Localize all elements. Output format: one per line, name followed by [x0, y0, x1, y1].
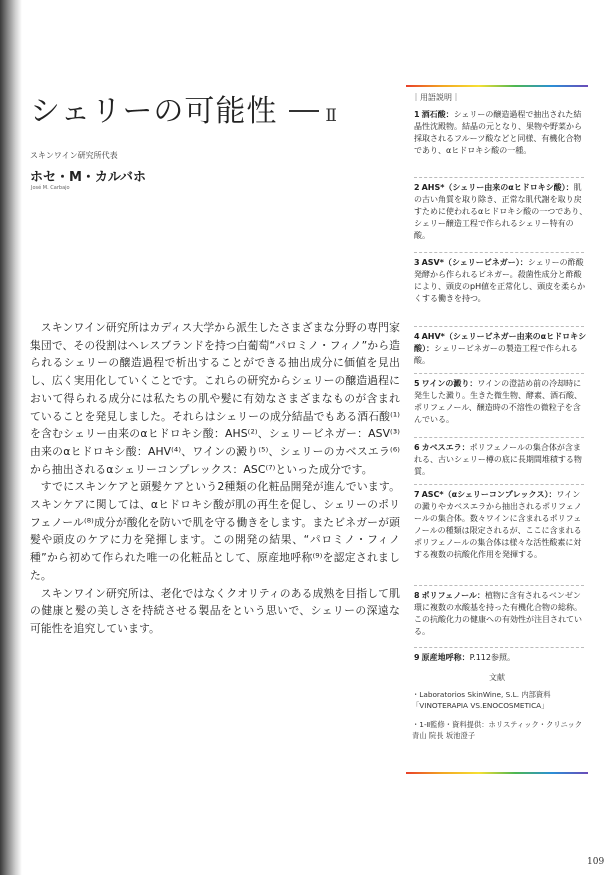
glossary-item [414, 378, 588, 426]
glossary-number: 8 [414, 591, 420, 600]
glossary-text: シェリーの醸造過程で抽出された結晶性沈殿物。結晶の元となり、果物や野菜から採取されるフルーツ酸などと同様、有機化合物であり、αヒドロキシ酸の一種。 [414, 110, 582, 156]
glossary-bottom-rule [406, 772, 588, 774]
author-name-roman: José M. Carbajo [31, 185, 70, 191]
glossary-divider [414, 437, 584, 438]
glossary-divider [414, 326, 584, 327]
glossary-term: ワインの澱り： [421, 379, 478, 388]
glossary-number: 4 [414, 332, 420, 341]
glossary-number: 9 [414, 653, 420, 662]
glossary-divider [414, 252, 584, 253]
glossary-term: カベスエラ： [421, 443, 470, 452]
glossary-item [414, 590, 588, 638]
glossary-item [414, 109, 588, 157]
body-paragraph: スキンワイン研究所はカディス大学から派生したさまざまな分野の専門家集団で、その役割はヘレスブランドを持つ白葡萄“パロミノ・フィノ”から造られるシェリーの醸造過程で析出することができる抽出成分に価値を見出し、広く実用化していくことです。これらの研究からシェリーの醸造過程において得られる成分には私たちの肌や髪に有効なさまざまなものが含まれていることを発見しました。それらはシェリーの成分結晶でもある酒石酸⁽¹⁾を含むシェリー由来のαヒドロキシ酸：AHS⁽²⁾、シェリービネガー：ASV⁽³⁾由来のαヒドロキシ酸：AHV⁽⁴⁾、ワインの澱り⁽⁵⁾、シェリーのカベスエラ⁽⁶⁾から抽出されるαシェリーコンプレックス：ASC⁽⁷⁾といった成分です。 [30, 321, 400, 476]
glossary-divider [414, 373, 584, 374]
page-number: 109 [587, 857, 605, 867]
glossary-divider [414, 647, 584, 648]
glossary-text: P.112参照。 [469, 653, 515, 662]
glossary-term: ASV*（シェリービネガー）： [421, 258, 528, 267]
glossary-text: シェリービネガーの製造工程で作られる酸。 [414, 344, 578, 366]
glossary-text: 植物に含有されるベンゼン環に複数の水酸基を持った有機化合物の総称。この抗酸化力の健康への有効性が注目されている。 [414, 591, 582, 637]
glossary-top-rule [406, 85, 588, 87]
glossary-number: 2 [414, 183, 420, 192]
body-paragraph: すでにスキンケアと頭髪ケアという2種類の化粧品開発が進んでいます。スキンケアに関しては、αヒドロキシ酸が肌の再生を促し、シェリーのポリフェノール⁽⁸⁾成分が酸化を防いで肌を守る働きをします。またビネガーが頭髪や頭皮のケアに力を発揮します。この開発の結果、“パロミノ・フィノ種”から初めて作られた唯一の化粧品として、原産地呼称⁽⁹⁾を認定されました。 [30, 480, 400, 582]
glossary-heading: ｜用語説明｜ [412, 93, 460, 102]
page-binding-shadow [0, 0, 22, 875]
glossary-item [414, 331, 588, 367]
glossary-term: AHS*（シェリー由来のαヒドロキシ酸）： [421, 183, 574, 192]
glossary-item [414, 489, 588, 562]
glossary-text: ワインの澱りやカベスエラから抽出されるポリフェノールの集合体。数々ワインに含まれるポリフェノールの種類は限定されるが、ここに含まれるポリフェノールの集合体は様々な活性酸素に対する複数の抗酸化作用を発揮する。 [414, 490, 582, 560]
glossary-term: ASC*（αシェリーコンプレックス）： [421, 490, 557, 499]
glossary-number: 6 [414, 443, 420, 452]
author-name: ホセ・M・カルバホ [30, 170, 147, 185]
glossary-text: ポリフェノールの集合体が含まれる、古いシェリー樽の底に長期間堆積する物質。 [414, 443, 582, 477]
glossary-term: AHV*（シェリービネガー由来のαヒドロキシ酸）： [414, 332, 587, 354]
glossary-term: ポリフェノール： [421, 591, 485, 600]
glossary-number: 1 [414, 110, 420, 119]
glossary-divider [414, 484, 584, 485]
article-title-block [30, 86, 337, 130]
glossary-item [414, 442, 588, 478]
glossary-number: 5 [414, 379, 420, 388]
article-title: シェリーの可能性 [30, 94, 278, 129]
author-affiliation: スキンワイン研究所代表 [30, 151, 118, 160]
glossary-number: 7 [414, 490, 420, 499]
glossary-item [414, 652, 588, 664]
glossary-term: 原産地呼称： [421, 653, 470, 662]
glossary-item [414, 257, 588, 305]
reference-item: ・1-Ⅱ監修・資料提供：ホリスティック・クリニック青山 院長 坂池澄子 [412, 720, 583, 740]
article-body [30, 319, 400, 638]
references-heading: 文献 [489, 673, 505, 682]
glossary-text: ワインの澄詰め前の冷却時に発生した澱り。生きた微生物、酵素、酒石酸、ポリフェノール、醸造時の不溶性の微粒子を含んでいる。 [414, 379, 582, 425]
glossary-number: 3 [414, 258, 420, 267]
body-paragraph: スキンワイン研究所は、老化ではなくクオリティのある成熟を目指して肌の健康と髪の美しさを持続させる製品をという思いで、シェリーの深遠な可能性を追究しています。 [30, 586, 400, 635]
glossary-divider [414, 177, 584, 178]
glossary-text: シェリーの酢酸発酵から作られるビネガー。殺菌性成分と酢酸により、頭皮のpH値を正常化し、頭皮を柔らかくする働きを持つ。 [414, 258, 586, 304]
glossary-text: 肌の古い角質を取り除き、正常な肌代謝を取り戻すために使われるαヒドロキシ酸の一つであり、シェリー醸造工程で作られるシェリー特有の酸。 [414, 183, 588, 241]
glossary-item [414, 182, 588, 242]
glossary-term: 酒石酸： [421, 110, 454, 119]
article-title-suffix: Ⅱ [325, 106, 337, 126]
reference-item: ・Laboratorios SkinWine, S.L. 内部資料「VINOTERAPIA VS.ENOCOSMETICA」 [412, 690, 551, 710]
glossary-divider [414, 585, 584, 586]
title-dash [289, 110, 319, 112]
